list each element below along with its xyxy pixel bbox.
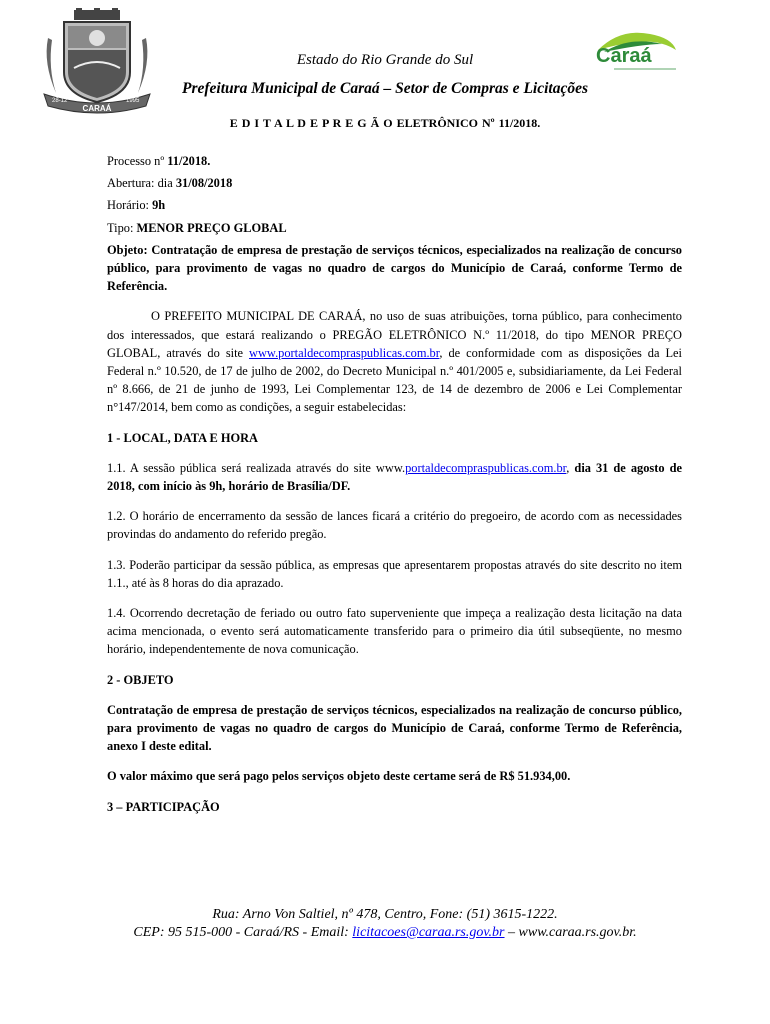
footer xyxy=(0,906,770,942)
objeto-paragraph: Objeto: Contratação de empresa de prestação de serviços técnicos, especializados na realização de concurso público, para provimento de vagas no quadro de cargos do Município de Caraá, conforme Termo de Referência. xyxy=(107,242,682,294)
portal-link-2[interactable]: portaldecompraspublicas.com.br xyxy=(405,460,567,475)
section-1-heading: 1 - LOCAL, DATA E HORA xyxy=(107,430,258,445)
crest-year-right: 1995 xyxy=(126,98,140,104)
max-value-paragraph: O valor máximo que será pago pelos serviços objeto deste certame será de R$ 51.934,00. xyxy=(107,769,571,784)
section-1-3: 1.3. Poderão participar da sessão pública, as empresas que apresentarem propostas através do site descrito no item 1.1., até às 8 horas do dia aprazado. xyxy=(107,557,682,590)
horario-line: Horário: 9h xyxy=(107,198,166,213)
section-2-heading: 2 - OBJETO xyxy=(107,672,174,687)
edital-title: E D I T A L D E P R E G Ã O ELETRÔNICO Nº 11/2018. xyxy=(229,116,541,130)
footer-contact: CEP: 95 515-000 - Caraá/RS - Email: licitacoes@caraa.rs.gov.br – www.caraa.rs.gov.br. xyxy=(133,925,637,940)
section-1-4: 1.4. Ocorrendo decretação de feriado ou outro fato superveniente que impeça a realização desta licitação na data acima mencionada, o evento será automaticamente transferido para o primeiro dia útil subseqüente, no mesmo horário, independentemente de nova comunicação. xyxy=(107,606,682,657)
section-1-2: 1.2. O horário de encerramento da sessão de lances ficará a critério do pregoeiro, de acordo com as necessidades provindas do andamento do referido pregão. xyxy=(107,509,682,542)
email-link[interactable]: licitacoes@caraa.rs.gov.br xyxy=(352,925,505,940)
section-2-paragraph: Contratação de empresa de prestação de serviços técnicos, especializados na realização de concurso público, para provimento de vagas no quadro de cargos do Município de Caraá, conforme Termo de Referência, anexo I deste edital. xyxy=(107,702,682,754)
abertura-line: Abertura: dia 31/08/2018 xyxy=(107,176,233,191)
preamble-paragraph: O PREFEITO MUNICIPAL DE CARAÁ, no uso de suas atribuições, torna público, para conhecimento dos interessados, que estará realizando o PREGÃO ELETRÔNICO N.º 11/2018, do tipo MENOR PREÇO GLOBAL, através do site www.portaldecompraspublicas.com.br, de conformidade com as disposições da Lei Federal n.º 10.520, de 17 de julho de 2002, do Decreto Municipal n.º 401/2005 e, subsidiariamente, da Lei Federal nº 8.666, de 21 de junho de 1993, Lei Complementar 123, de 14 de dezembro de 2006 e Lei Complementar n°147/2014, bem como as condições, a seguir estabelecidas: xyxy=(107,309,682,415)
office-title: Prefeitura Municipal de Caraá – Setor de Compras e Licitações xyxy=(182,80,588,97)
crest-year-left: 28-12 xyxy=(52,98,68,104)
footer-address: Rua: Arno Von Saltiel, nº 478, Centro, Fone: (51) 3615-1222. xyxy=(212,907,558,922)
section-3-heading: 3 – PARTICIPAÇÃO xyxy=(107,799,220,814)
processo-line: Processo nº 11/2018. xyxy=(107,154,211,168)
portal-link[interactable]: www.portaldecompraspublicas.com.br xyxy=(249,345,440,360)
tipo-line: Tipo: MENOR PREÇO GLOBAL xyxy=(107,220,287,235)
logo-text: Caraá xyxy=(596,45,652,67)
state-title: Estado do Rio Grande do Sul xyxy=(296,52,474,68)
document-body xyxy=(107,152,682,816)
section-1-1: 1.1. A sessão pública será realizada através do site www.portaldecompraspublicas.com.br, dia 31 de agosto de 2018, com início às 9h, horário de Brasília/DF. xyxy=(107,460,682,494)
crest-name: CARAÁ xyxy=(82,104,112,113)
